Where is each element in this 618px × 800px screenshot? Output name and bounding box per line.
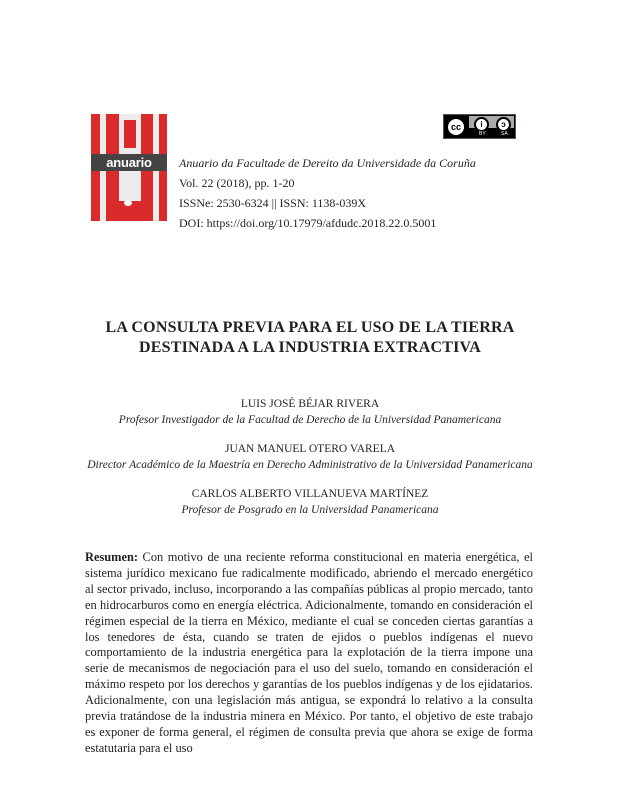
author-affiliation: Director Académico de la Maestría en Derecho Administrativo de la Universidad Panamericana — [87, 459, 533, 471]
abstract — [85, 550, 533, 757]
author-name: LUIS JOSÉ BÉJAR RIVERA — [240, 398, 380, 410]
article-title — [60, 318, 560, 358]
author-name: CARLOS ALBERTO VILLANUEVA MARTÍNEZ — [191, 488, 429, 500]
by-icon: i — [474, 117, 489, 132]
title-line-2: DESTINADA A LA INDUSTRIA EXTRACTIVA — [139, 339, 481, 356]
logo-wordmark: anuario — [91, 154, 167, 171]
cc-icon: cc — [446, 117, 466, 137]
logo-dot — [124, 200, 132, 206]
journal-logo — [91, 114, 167, 221]
volume-info: Vol. 22 (2018), pp. 1-20 — [179, 176, 295, 190]
author-affiliation: Profesor Investigador de la Facultad de Derecho de la Universidad Panamericana — [118, 414, 502, 426]
cc-license-badge[interactable] — [443, 114, 516, 139]
sa-icon: ↄ — [496, 117, 511, 132]
author-name: JUAN MANUEL OTERO VARELA — [224, 443, 396, 455]
author-block — [40, 396, 580, 428]
journal-meta — [179, 153, 476, 233]
by-label: BY — [479, 131, 486, 137]
issn-info: ISSNe: 2530-6324 || ISSN: 1138-039X — [179, 196, 367, 210]
abstract-text: Con motivo de una reciente reforma constitucional en materia energética, el sistema jurídico mexicano fue radicalmente modificado, abriendo el mercado energético al sector privado, incluso, incorporando a las compañías públicas al propio mercado, tanto en hidrocarburos como en energía eléctrica. Adicionalmente, tomando en consideración el régimen especial de la tierra en México, mediante el cual se conceden ciertas garantías a los tenedores de ésta, cuando se traten de ejidos o pueblos indígenas el nuevo comportamiento de la industria energética para la explotación de la tierra impone una serie de mecanismos de negociación para el uso del suelo, tomando en consideración el máximo respeto por los derechos y garantías de los pueblos indígenas y de los ejidatarios. Adicionalmente, con una legislación más antigua, se expondrá lo relativo a la consulta previa tratándose de la industria minera en México. Por tanto, el objetivo de este trabajo es exponer de forma general, el régimen de consulta previa que ahora se exige de forma estatutaria para el uso — [85, 550, 533, 755]
author-block — [40, 441, 580, 473]
author-affiliation: Profesor de Posgrado en la Universidad Panamericana — [181, 504, 439, 516]
journal-name: Anuario da Facultade de Dereito da Universidade da Coruña — [179, 156, 476, 170]
doi-link[interactable]: DOI: https://doi.org/10.17979/afdudc.2018.22.0.5001 — [179, 216, 437, 230]
abstract-label: Resumen: — [85, 550, 138, 564]
author-block — [40, 486, 580, 518]
author-list — [40, 396, 580, 531]
sa-label: SA — [501, 131, 508, 137]
title-line-1: LA CONSULTA PREVIA PARA EL USO DE LA TIERRA — [105, 319, 515, 336]
